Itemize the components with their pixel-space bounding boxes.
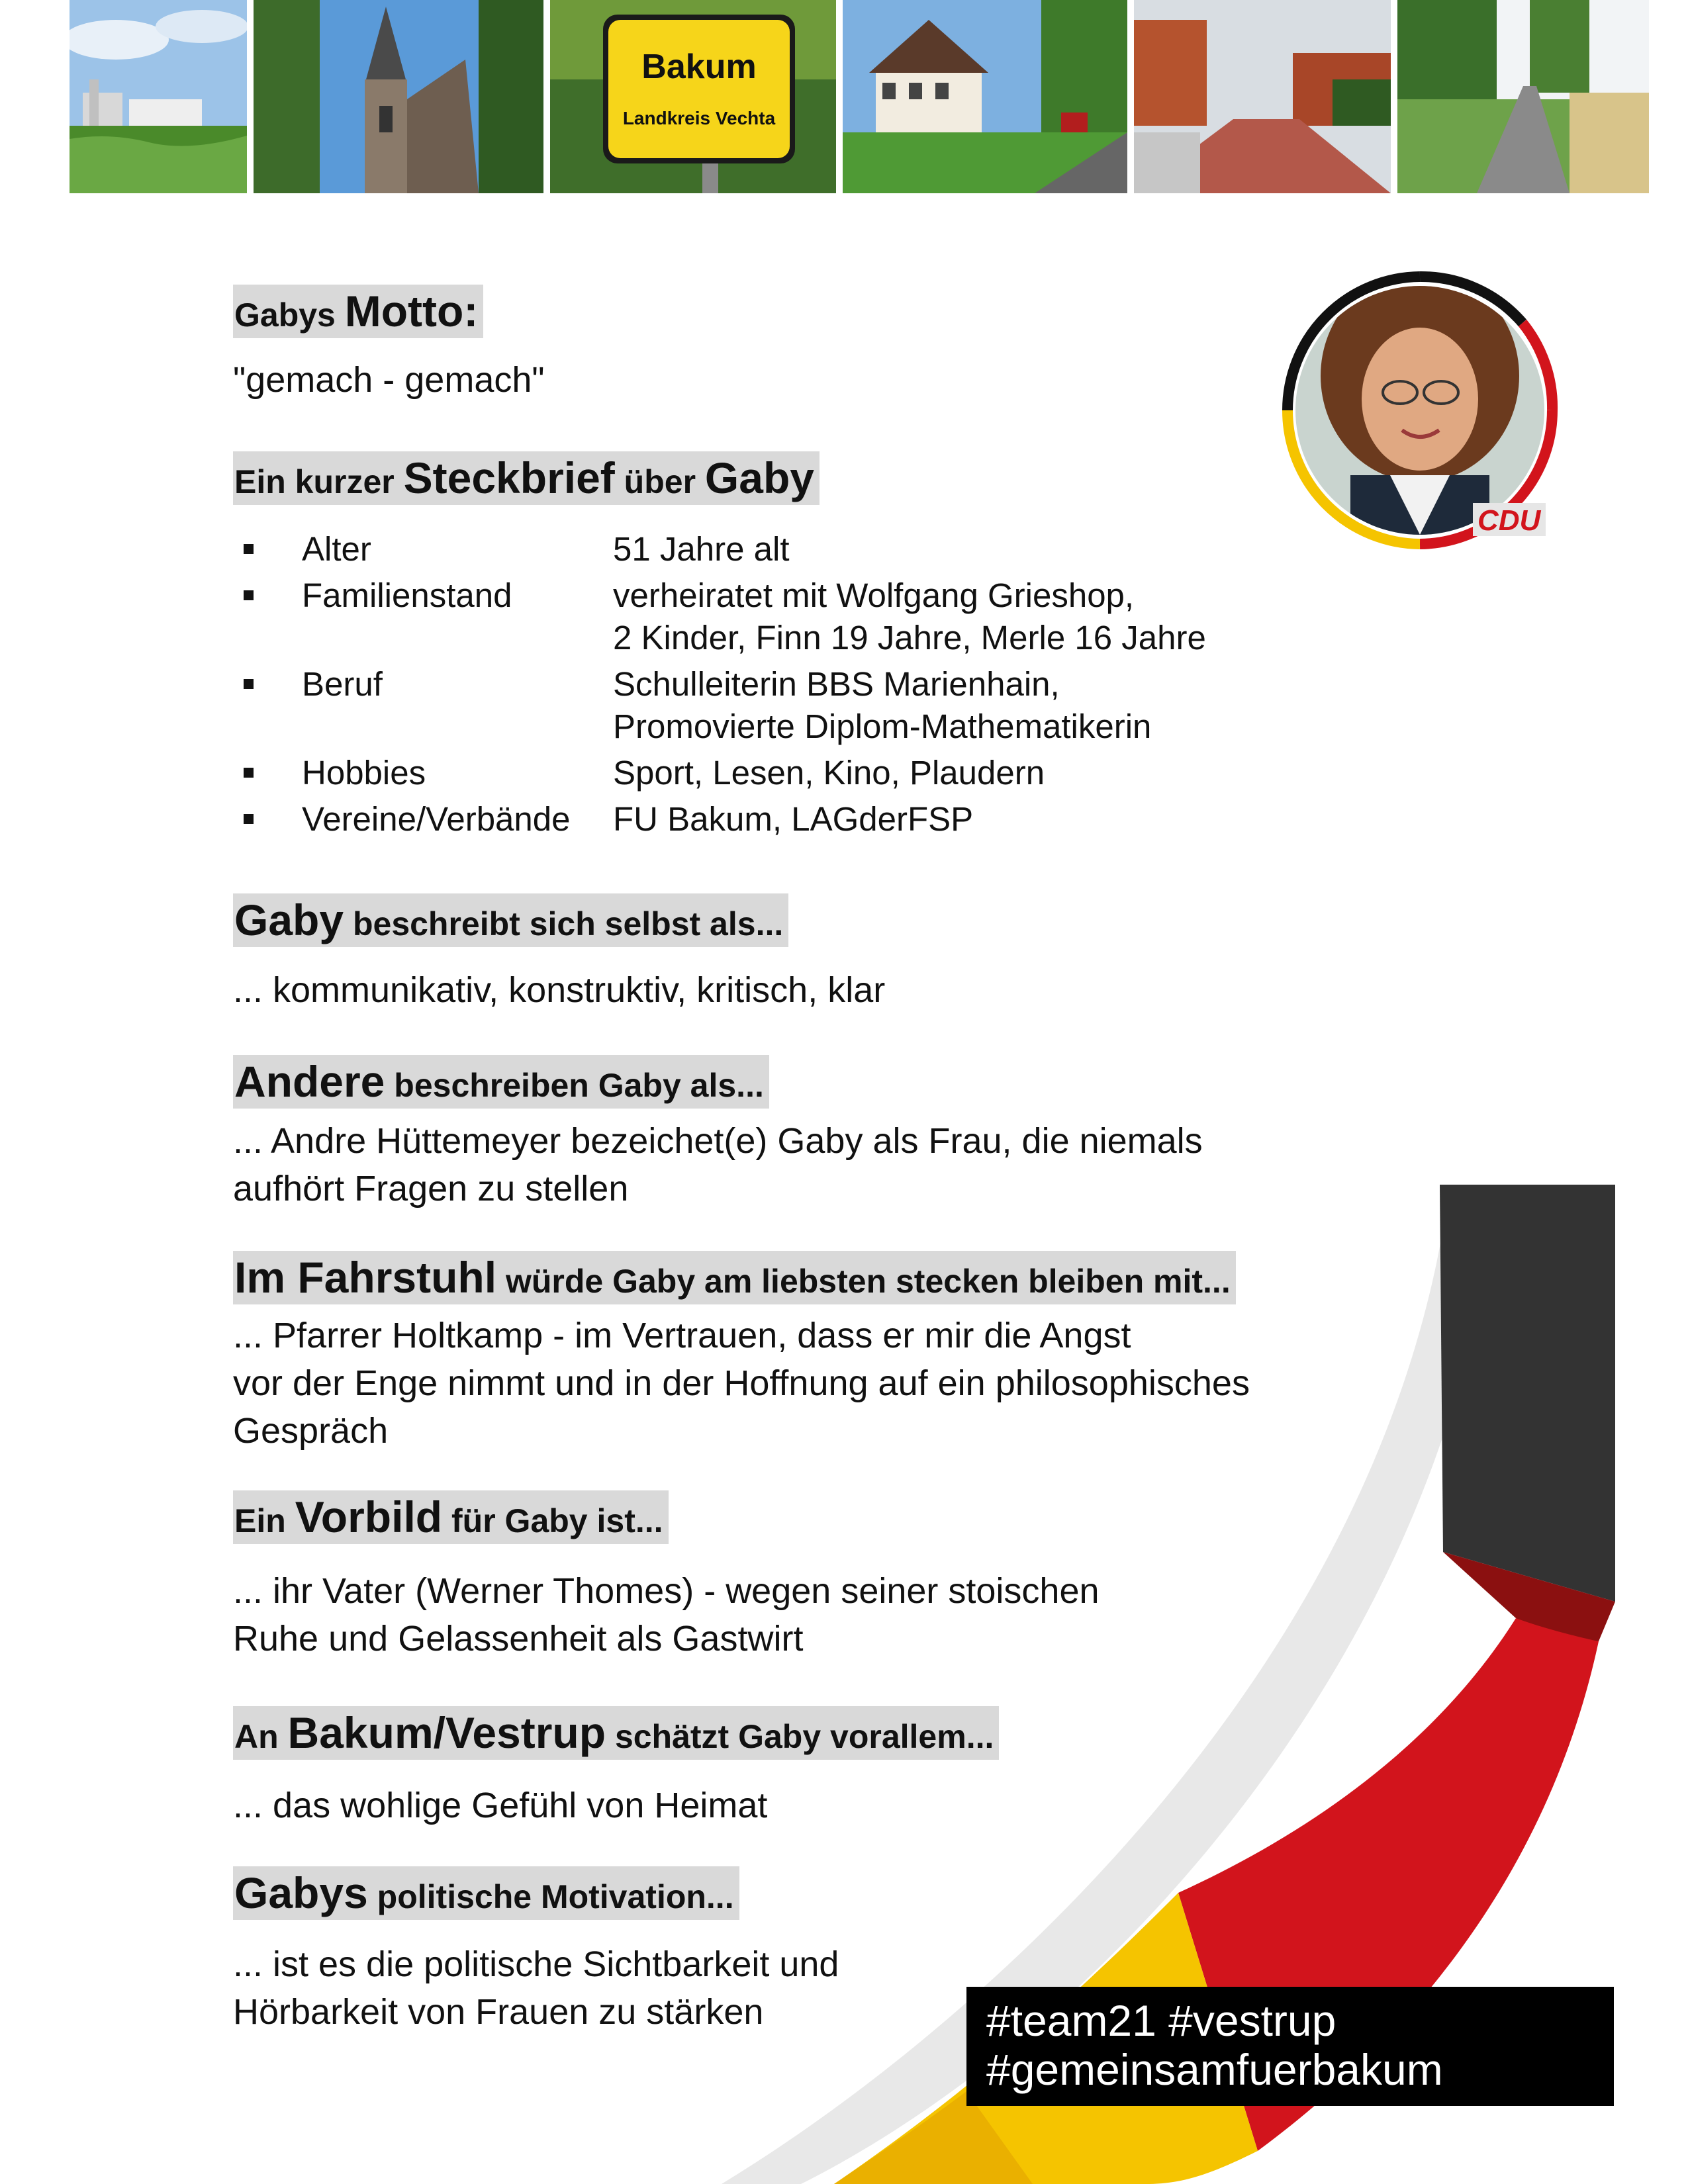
photo-town-sign [550, 0, 836, 193]
profile-heading: Ein kurzer Steckbrief über Gaby [233, 451, 820, 505]
home-heading: An Bakum/Vestrup schätzt Gaby vorallem... [233, 1706, 999, 1760]
photo-field [70, 0, 247, 193]
elevator-line-2: vor der Enge nimmt und in der Hoffnung auf ein philosophisches [233, 1363, 1250, 1403]
photo-church [254, 0, 543, 193]
motivation-line-1: ... ist es die politische Sichtbarkeit und [233, 1944, 839, 1984]
others-line-1: ... Andre Hüttemeyer bezeichet(e) Gaby als Frau, die niemals [233, 1121, 1203, 1161]
rolemodel-heading: Ein Vorbild für Gaby ist... [233, 1490, 669, 1544]
self-text: ... kommunikativ, konstruktiv, kritisch, klar [233, 970, 886, 1010]
others-heading: Andere beschreiben Gaby als... [233, 1055, 769, 1109]
rolemodel-line-2: Ruhe und Gelassenheit als Gastwirt [233, 1619, 804, 1659]
elevator-heading: Im Fahrstuhl würde Gaby am liebsten stecken bleiben mit... [233, 1251, 1236, 1304]
sign-title: Bakum [641, 48, 757, 86]
elevator-line-1: ... Pfarrer Holtkamp - im Vertrauen, dass er mir die Angst [233, 1316, 1131, 1355]
portrait [1251, 257, 1595, 568]
bullet-icon [244, 590, 254, 600]
cdu-badge: CDU [1477, 504, 1541, 537]
hashtag-box [966, 1987, 1614, 2106]
bullet-icon [244, 679, 254, 689]
motivation-line-2: Hörbarkeit von Frauen zu stärken [233, 1992, 764, 2032]
photo-house [843, 0, 1127, 193]
others-line-2: aufhört Fragen zu stellen [233, 1169, 629, 1208]
hashtag-line-2: #gemeinsamfuerbakum [986, 2045, 1443, 2094]
hashtag-line-1: #team21 #vestrup [986, 1996, 1336, 2045]
motivation-heading: Gabys politische Motivation... [233, 1866, 739, 1920]
photo-street [1134, 0, 1391, 193]
self-heading: Gaby beschreibt sich selbst als... [233, 893, 788, 947]
sign-subtitle: Landkreis Vechta [622, 108, 776, 128]
home-text: ... das wohlige Gefühl von Heimat [233, 1786, 768, 1825]
bullet-icon [244, 814, 254, 824]
rolemodel-line-1: ... ihr Vater (Werner Thomes) - wegen seiner stoischen [233, 1571, 1100, 1611]
photo-road [1397, 0, 1649, 193]
motto-heading: Gabys Motto: [233, 285, 483, 338]
elevator-line-3: Gespräch [233, 1411, 389, 1451]
bullet-icon [244, 768, 254, 778]
motto-text: "gemach - gemach" [233, 360, 545, 400]
bullet-icon [244, 544, 254, 554]
